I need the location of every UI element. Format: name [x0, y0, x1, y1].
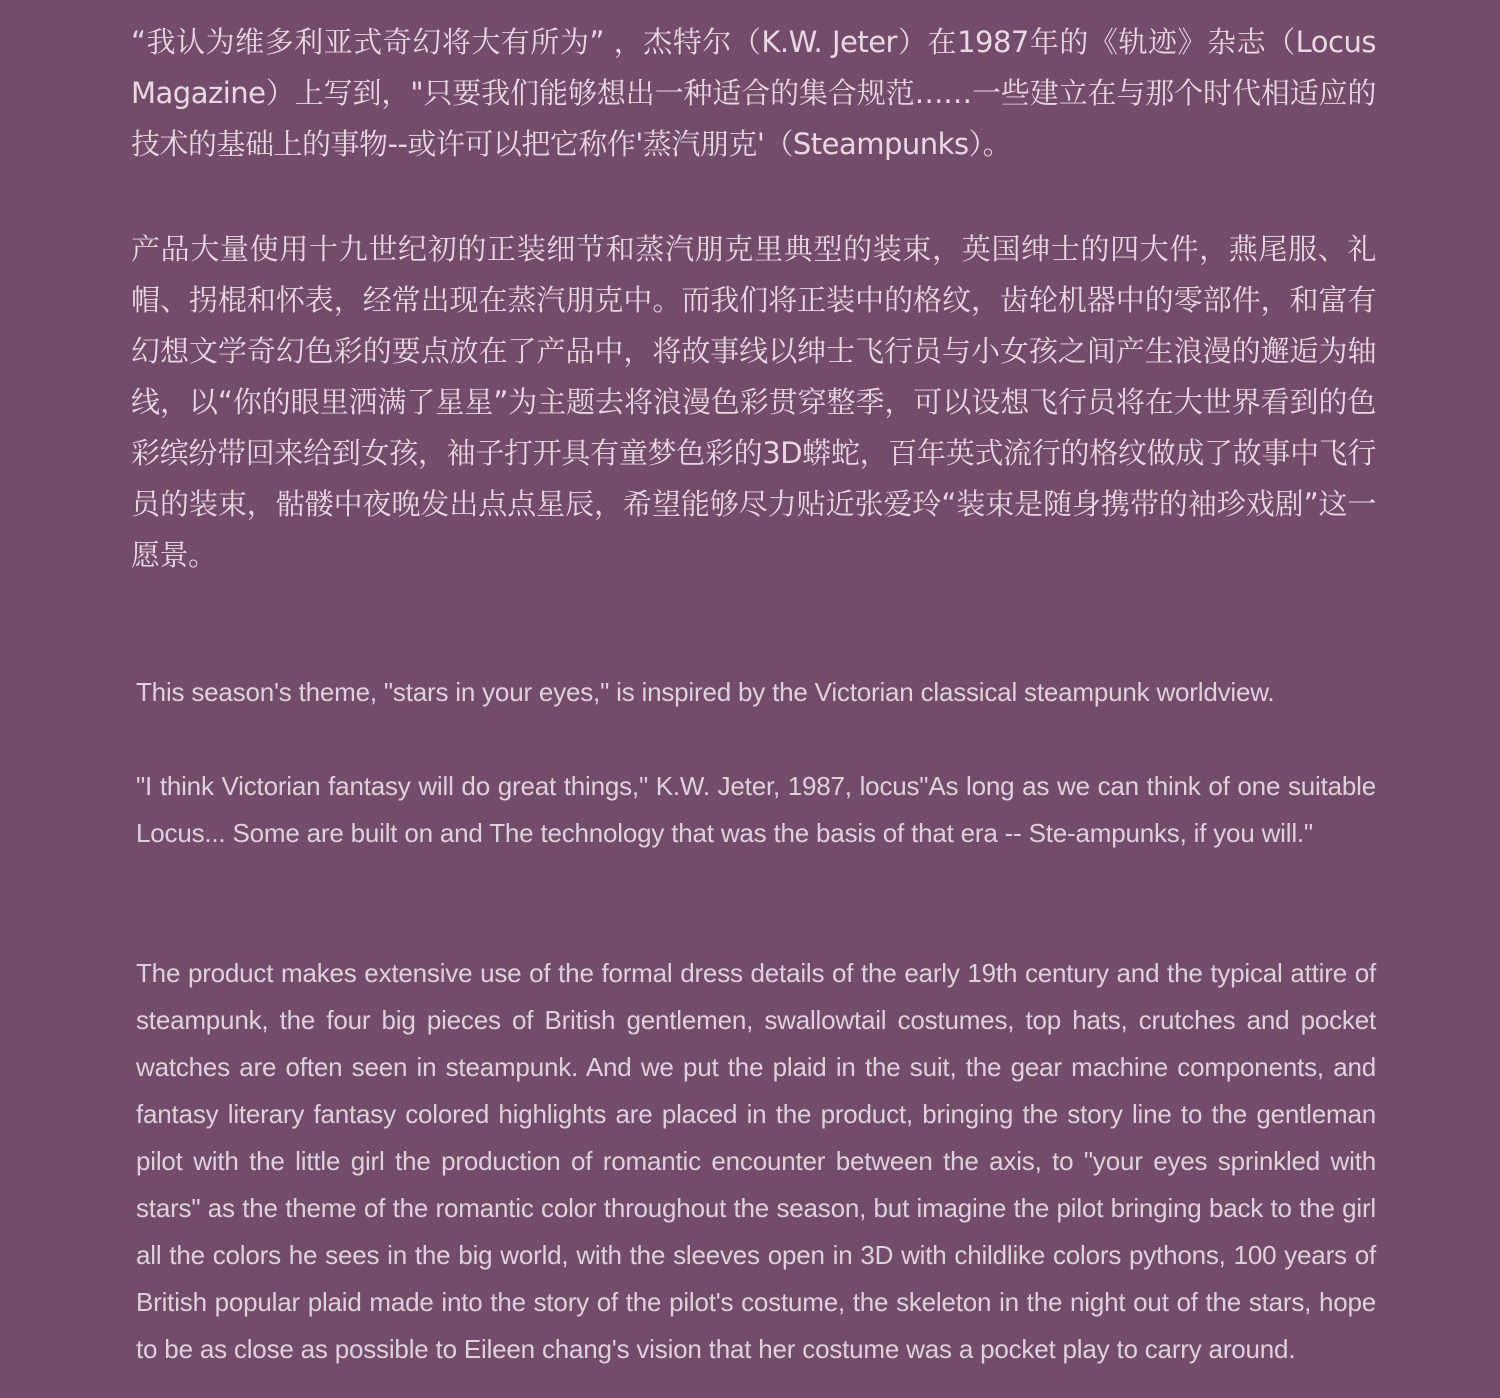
english-paragraph-product: The product makes extensive use of the formal dress details of the early 19th century and the typical attire of steampunk, the four big pieces of British gentlemen, swallowtail costumes, top hats, crutches and pocket watches are often seen in steampunk. And we put the plaid in the suit, the gear machine components, and fantasy literary fantasy colored highlights are placed in the product, bringing the story line to the gentleman pilot with the little girl the production of romantic encounter between the axis, to "your eyes sprinkled with stars" as the theme of the romantic color throughout the season, but imagine the pilot bringing back to the girl all the colors he sees in the big world, with the sleeves open in 3D with childlike colors pythons, 100 years of British popular plaid made into the story of the pilot's costume, the skeleton in the night out of the stars, hope to be as close as possible to Eileen chang's vision that her costume was a pocket play to carry around.	[136, 958, 1376, 1364]
english-paragraph-theme: This season's theme, "stars in your eyes," is inspired by the Victorian classical steampunk worldview.	[136, 677, 1275, 707]
chinese-paragraph-product: 产品大量使用十九世纪初的正装细节和蒸汽朋克里典型的装束，英国绅士的四大件，燕尾服、礼帽、拐棍和怀表，经常出现在蒸汽朋克中。而我们将正装中的格纹，齿轮机器中的零部件，和富有幻想文学奇幻色彩的要点放在了产品中，将故事线以绅士飞行员与小女孩之间产生浪漫的邂逅为轴线，以“你的眼里洒满了星星”为主题去将浪漫色彩贯穿整季，可以设想飞行员将在大世界看到的色彩缤纷带回来给到女孩，袖子打开具有童梦色彩的3D蟒蛇，百年英式流行的格纹做成了故事中飞行员的装束，骷髅中夜晚发出点点星辰，希望能够尽力贴近张爱玲“装束是随身携带的袖珍戏剧”这一愿景。	[131, 232, 1376, 572]
english-paragraph-quote: "I think Victorian fantasy will do great things," K.W. Jeter, 1987, locus"As long as we can think of one suitable Locus... Some are built on and The technology that was the basis of that era -- Ste-ampunks, if you will."	[136, 771, 1376, 848]
chinese-paragraph-intro: “我认为维多利亚式奇幻将大有所为” ，杰特尔（K.W. Jeter）在1987年的《轨迹》杂志（Locus Magazine）上写到，"只要我们能够想出一种适合的集合规范……一些建立在与那个时代相适应的技术的基础上的事物--或许可以把它称作'蒸汽朋克'（Steampunks）。	[131, 25, 1376, 161]
